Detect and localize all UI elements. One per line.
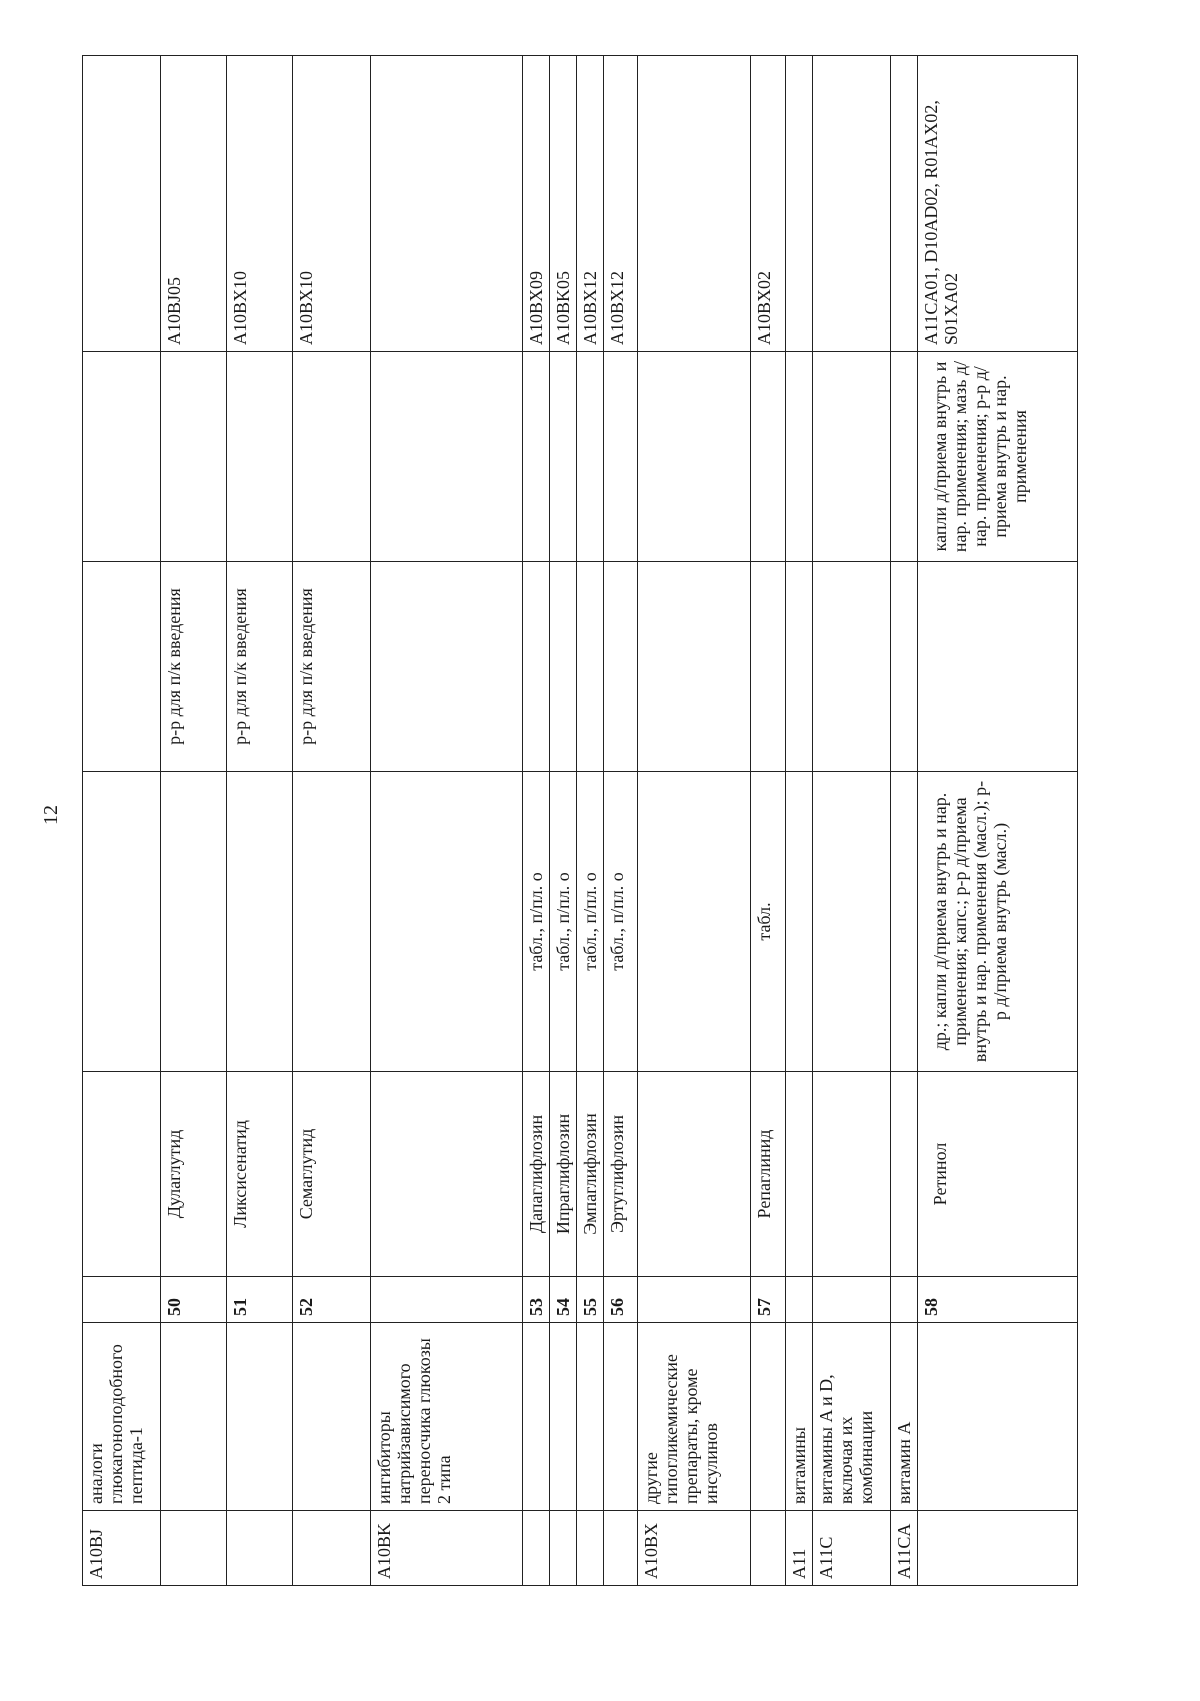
- drug-name-cell: [638, 1072, 751, 1277]
- group-cell: другие гипогликемические препараты, кроме инсулинов: [638, 1323, 751, 1511]
- drug-name-cell: [371, 1072, 523, 1277]
- atc-cell: A10BJ: [83, 1511, 161, 1586]
- table-row: [918, 56, 1078, 1586]
- injection-form-cell: р-р для п/к введения: [227, 562, 293, 772]
- injection-form-cell: р-р для п/к введения: [293, 562, 371, 772]
- atc-code-cell: A11CA01, D10AD02, R01AX02, S01XA02: [918, 56, 1078, 352]
- dosage-form-cell: [83, 772, 161, 1072]
- number-cell: [891, 1277, 918, 1323]
- table-row: [371, 56, 523, 1586]
- drug-name-cell: Дулаглутид: [161, 1072, 227, 1277]
- number-cell: 54: [550, 1277, 577, 1323]
- group-cell: [577, 1323, 604, 1511]
- table-row: [751, 56, 786, 1586]
- dosage-form-cell: табл.: [751, 772, 786, 1072]
- atc-code-cell: A10BX02: [751, 56, 786, 352]
- group-cell: ингибиторы натрийзависимого переносчика глюкозы 2 типа: [371, 1323, 523, 1511]
- atc-cell: [604, 1511, 638, 1586]
- dosage-form-cell: [638, 772, 751, 1072]
- drug-table-body: [83, 56, 1078, 1586]
- atc-cell: [918, 1511, 1078, 1586]
- extra-form-cell: [751, 352, 786, 562]
- number-cell: 50: [161, 1277, 227, 1323]
- drug-name-cell: [786, 1072, 813, 1277]
- group-cell: витамины A и D, включая их комбинации: [813, 1323, 891, 1511]
- atc-code-cell: [786, 56, 813, 352]
- number-cell: 55: [577, 1277, 604, 1323]
- extra-form-cell: [786, 352, 813, 562]
- table-row: [550, 56, 577, 1586]
- number-cell: [371, 1277, 523, 1323]
- extra-form-cell: [604, 352, 638, 562]
- injection-form-cell: [786, 562, 813, 772]
- number-cell: [638, 1277, 751, 1323]
- atc-cell: [293, 1511, 371, 1586]
- dosage-form-cell: табл., п/пл. о: [550, 772, 577, 1072]
- atc-code-cell: A10BK05: [550, 56, 577, 352]
- number-cell: [83, 1277, 161, 1323]
- injection-form-cell: [604, 562, 638, 772]
- atc-code-cell: A10BX12: [604, 56, 638, 352]
- number-cell: [813, 1277, 891, 1323]
- group-cell: витамин A: [891, 1323, 918, 1511]
- table-row: [161, 56, 227, 1586]
- injection-form-cell: [550, 562, 577, 772]
- extra-form-cell: [891, 352, 918, 562]
- table-row: [604, 56, 638, 1586]
- atc-cell: [227, 1511, 293, 1586]
- injection-form-cell: [918, 562, 1078, 772]
- atc-cell: [751, 1511, 786, 1586]
- drug-name-cell: Ликсисенатид: [227, 1072, 293, 1277]
- table-row: [786, 56, 813, 1586]
- page-number: 12: [40, 805, 62, 825]
- drug-name-cell: Ретинол: [918, 1072, 1078, 1277]
- table-row: [813, 56, 891, 1586]
- number-cell: [786, 1277, 813, 1323]
- drug-name-cell: [813, 1072, 891, 1277]
- injection-form-cell: [577, 562, 604, 772]
- extra-form-cell: [227, 352, 293, 562]
- atc-cell: A10BX: [638, 1511, 751, 1586]
- dosage-form-cell: [891, 772, 918, 1072]
- number-cell: 56: [604, 1277, 638, 1323]
- group-cell: [227, 1323, 293, 1511]
- group-cell: [161, 1323, 227, 1511]
- group-cell: [918, 1323, 1078, 1511]
- dosage-form-cell: др.; капли д/приема внутрь и нар. применения; капс.; р-р д/приема внутрь и нар. применения (масл.); р-р д/приема внутрь (масл.): [918, 772, 1078, 1072]
- injection-form-cell: [371, 562, 523, 772]
- injection-form-cell: [813, 562, 891, 772]
- table-row: [293, 56, 371, 1586]
- number-cell: 52: [293, 1277, 371, 1323]
- extra-form-cell: капли д/приема внутрь и нар. применения; мазь д/нар. применения; р-р д/приема внутрь и нар. применения: [918, 352, 1078, 562]
- group-cell: [604, 1323, 638, 1511]
- group-cell: [550, 1323, 577, 1511]
- number-cell: 58: [918, 1277, 1078, 1323]
- group-cell: [751, 1323, 786, 1511]
- atc-code-cell: [638, 56, 751, 352]
- atc-code-cell: [371, 56, 523, 352]
- extra-form-cell: [83, 352, 161, 562]
- extra-form-cell: [523, 352, 550, 562]
- atc-code-cell: A10BJ05: [161, 56, 227, 352]
- dosage-form-cell: [371, 772, 523, 1072]
- extra-form-cell: [577, 352, 604, 562]
- atc-code-cell: [813, 56, 891, 352]
- number-cell: 57: [751, 1277, 786, 1323]
- group-cell: [293, 1323, 371, 1511]
- drug-name-cell: Ипраглифлозин: [550, 1072, 577, 1277]
- dosage-form-cell: [813, 772, 891, 1072]
- drug-name-cell: [83, 1072, 161, 1277]
- drug-name-cell: Семаглутид: [293, 1072, 371, 1277]
- extra-form-cell: [638, 352, 751, 562]
- table-row: [83, 56, 161, 1586]
- table-row: [227, 56, 293, 1586]
- group-cell: витамины: [786, 1323, 813, 1511]
- injection-form-cell: [751, 562, 786, 772]
- rotated-page: [82, 56, 1078, 1586]
- injection-form-cell: [523, 562, 550, 772]
- injection-form-cell: [891, 562, 918, 772]
- dosage-form-cell: табл., п/пл. о: [604, 772, 638, 1072]
- drug-name-cell: Репаглинид: [751, 1072, 786, 1277]
- extra-form-cell: [371, 352, 523, 562]
- drug-name-cell: Эртуглифлозин: [604, 1072, 638, 1277]
- atc-cell: A11: [786, 1511, 813, 1586]
- drug-name-cell: [891, 1072, 918, 1277]
- dosage-form-cell: [161, 772, 227, 1072]
- dosage-form-cell: табл., п/пл. о: [523, 772, 550, 1072]
- dosage-form-cell: табл., п/пл. о: [577, 772, 604, 1072]
- atc-cell: A11CA: [891, 1511, 918, 1586]
- extra-form-cell: [293, 352, 371, 562]
- atc-cell: [577, 1511, 604, 1586]
- drug-name-cell: Дапаглифлозин: [523, 1072, 550, 1277]
- number-cell: 51: [227, 1277, 293, 1323]
- atc-code-cell: A10BX12: [577, 56, 604, 352]
- table-row: [523, 56, 550, 1586]
- atc-code-cell: [83, 56, 161, 352]
- atc-cell: [523, 1511, 550, 1586]
- extra-form-cell: [161, 352, 227, 562]
- injection-form-cell: [638, 562, 751, 772]
- group-cell: аналоги глюкагоноподобного пептида-1: [83, 1323, 161, 1511]
- dosage-form-cell: [227, 772, 293, 1072]
- table-row: [638, 56, 751, 1586]
- drug-table: [82, 55, 1078, 1586]
- injection-form-cell: [83, 562, 161, 772]
- extra-form-cell: [550, 352, 577, 562]
- number-cell: 53: [523, 1277, 550, 1323]
- extra-form-cell: [813, 352, 891, 562]
- atc-cell: [550, 1511, 577, 1586]
- atc-code-cell: [891, 56, 918, 352]
- table-row: [891, 56, 918, 1586]
- atc-code-cell: A10BX10: [293, 56, 371, 352]
- atc-cell: A10BK: [371, 1511, 523, 1586]
- atc-cell: A11C: [813, 1511, 891, 1586]
- drug-name-cell: Эмпаглифлозин: [577, 1072, 604, 1277]
- injection-form-cell: р-р для п/к введения: [161, 562, 227, 772]
- atc-code-cell: A10BX10: [227, 56, 293, 352]
- group-cell: [523, 1323, 550, 1511]
- dosage-form-cell: [786, 772, 813, 1072]
- atc-cell: [161, 1511, 227, 1586]
- dosage-form-cell: [293, 772, 371, 1072]
- table-row: [577, 56, 604, 1586]
- atc-code-cell: A10BX09: [523, 56, 550, 352]
